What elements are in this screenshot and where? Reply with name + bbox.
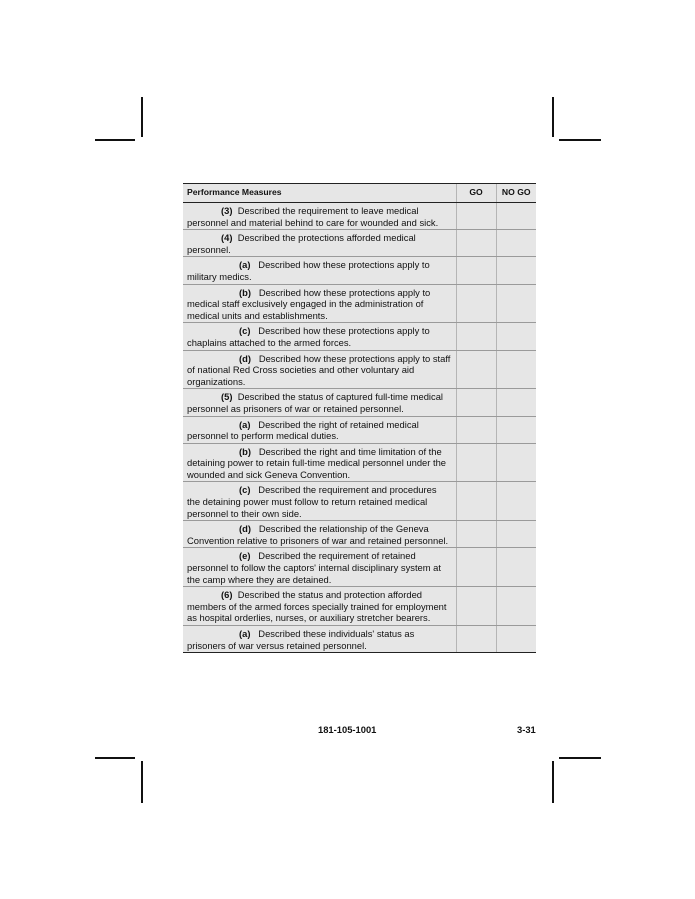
go-checkbox[interactable] (456, 443, 496, 482)
table-header-row (183, 184, 536, 203)
measure-text: Described the requirement of retained personnel to follow the captors' internal disciplinary system at the camp where they are detained. (187, 550, 441, 585)
measure-cell (183, 587, 456, 626)
table-row (183, 350, 536, 389)
table-row (183, 230, 536, 257)
go-checkbox[interactable] (456, 323, 496, 350)
measure-text: Described the requirement to leave medical personnel and material behind to care for wounded and sick. (187, 205, 439, 228)
measure-text: Described the requirement and procedures the detaining power must follow to return retained medical personnel to their own side. (187, 484, 437, 519)
measure-cell (183, 482, 456, 521)
performance-measures-table (183, 183, 536, 653)
go-checkbox[interactable] (456, 350, 496, 389)
measure-cell (183, 443, 456, 482)
measure-text: Described how these protections apply to chaplains attached to the armed forces. (187, 325, 430, 348)
measure-cell (183, 323, 456, 350)
measure-text: Described how these protections apply to staff of national Red Cross societies and other voluntary aid organizations. (187, 352, 451, 387)
measure-label: (c) (239, 484, 251, 496)
page-number: 3-31 (517, 724, 536, 735)
no-go-checkbox[interactable] (496, 350, 536, 389)
go-checkbox[interactable] (456, 284, 496, 323)
go-checkbox[interactable] (456, 626, 496, 653)
table-row (183, 626, 536, 653)
measure-label: (b) (239, 286, 251, 298)
measure-text: Described these individuals' status as prisoners of war versus retained personnel. (187, 628, 415, 651)
crop-mark (141, 761, 143, 803)
crop-mark (559, 139, 601, 141)
measure-text: Described the status and protection afforded members of the armed forces specially trained for employment as hospital orderlies, nurses, or auxiliary stretcher bearers. (187, 589, 447, 624)
no-go-checkbox[interactable] (496, 521, 536, 548)
no-go-checkbox[interactable] (496, 203, 536, 230)
measure-text: Described the relationship of the Geneva Convention relative to prisoners of war and retained personnel. (187, 523, 449, 546)
measure-label: (6) (221, 589, 233, 601)
no-go-checkbox[interactable] (496, 587, 536, 626)
measure-cell (183, 230, 456, 257)
measure-cell (183, 203, 456, 230)
measure-text: Described how these protections apply to medical staff exclusively engaged in the administration of medical units and establishments. (187, 286, 431, 321)
crop-mark (559, 757, 601, 759)
table-row (183, 443, 536, 482)
go-checkbox[interactable] (456, 482, 496, 521)
measure-cell (183, 257, 456, 284)
no-go-checkbox[interactable] (496, 389, 536, 416)
measure-label: (5) (221, 391, 233, 403)
no-go-checkbox[interactable] (496, 323, 536, 350)
no-go-checkbox[interactable] (496, 482, 536, 521)
table-row (183, 521, 536, 548)
table-row (183, 323, 536, 350)
measure-label: (e) (239, 550, 251, 562)
go-checkbox[interactable] (456, 548, 496, 587)
go-checkbox[interactable] (456, 257, 496, 284)
measure-text: Described the right of retained medical personnel to perform medical duties. (187, 418, 419, 442)
header-go: GO (456, 184, 496, 203)
measure-label: (a) (239, 418, 251, 430)
table-row (183, 587, 536, 626)
crop-mark (95, 139, 135, 141)
measure-label: (a) (239, 259, 251, 271)
no-go-checkbox[interactable] (496, 257, 536, 284)
no-go-checkbox[interactable] (496, 284, 536, 323)
measure-cell (183, 416, 456, 443)
no-go-checkbox[interactable] (496, 548, 536, 587)
crop-mark (552, 97, 554, 137)
crop-mark (95, 757, 135, 759)
measure-label: (b) (239, 445, 251, 457)
go-checkbox[interactable] (456, 416, 496, 443)
measure-cell (183, 521, 456, 548)
go-checkbox[interactable] (456, 389, 496, 416)
go-checkbox[interactable] (456, 203, 496, 230)
table-row (183, 548, 536, 587)
go-checkbox[interactable] (456, 587, 496, 626)
crop-mark (552, 761, 554, 803)
measure-label: (d) (239, 523, 251, 535)
no-go-checkbox[interactable] (496, 416, 536, 443)
no-go-checkbox[interactable] (496, 626, 536, 653)
table-row (183, 203, 536, 230)
measure-text: Described the status of captured full-time medical personnel as prisoners of war or retained personnel. (187, 391, 443, 414)
header-no-go: NO GO (496, 184, 536, 203)
measure-label: (d) (239, 352, 251, 364)
measure-cell (183, 626, 456, 653)
go-checkbox[interactable] (456, 230, 496, 257)
document-number: 181-105-1001 (318, 724, 377, 735)
measure-cell (183, 548, 456, 587)
crop-mark (141, 97, 143, 137)
measure-text: Described the protections afforded medical personnel. (187, 232, 416, 255)
table-row (183, 257, 536, 284)
table-row (183, 389, 536, 416)
header-performance-measures: Performance Measures (183, 184, 456, 203)
measure-cell (183, 389, 456, 416)
table-row (183, 284, 536, 323)
table-row (183, 416, 536, 443)
table-row (183, 482, 536, 521)
measure-label: (c) (239, 325, 251, 337)
no-go-checkbox[interactable] (496, 443, 536, 482)
measure-text: Described the right and time limitation of the detaining power to retain full-time medical personnel under the wounded and sick Geneva Convention. (187, 445, 447, 480)
measure-label: (a) (239, 628, 251, 639)
measure-label: (3) (221, 205, 233, 216)
table-body (183, 203, 536, 653)
measure-cell (183, 284, 456, 323)
measure-label: (4) (221, 232, 233, 244)
go-checkbox[interactable] (456, 521, 496, 548)
measure-cell (183, 350, 456, 389)
no-go-checkbox[interactable] (496, 230, 536, 257)
measure-text: Described how these protections apply to military medics. (187, 259, 430, 282)
